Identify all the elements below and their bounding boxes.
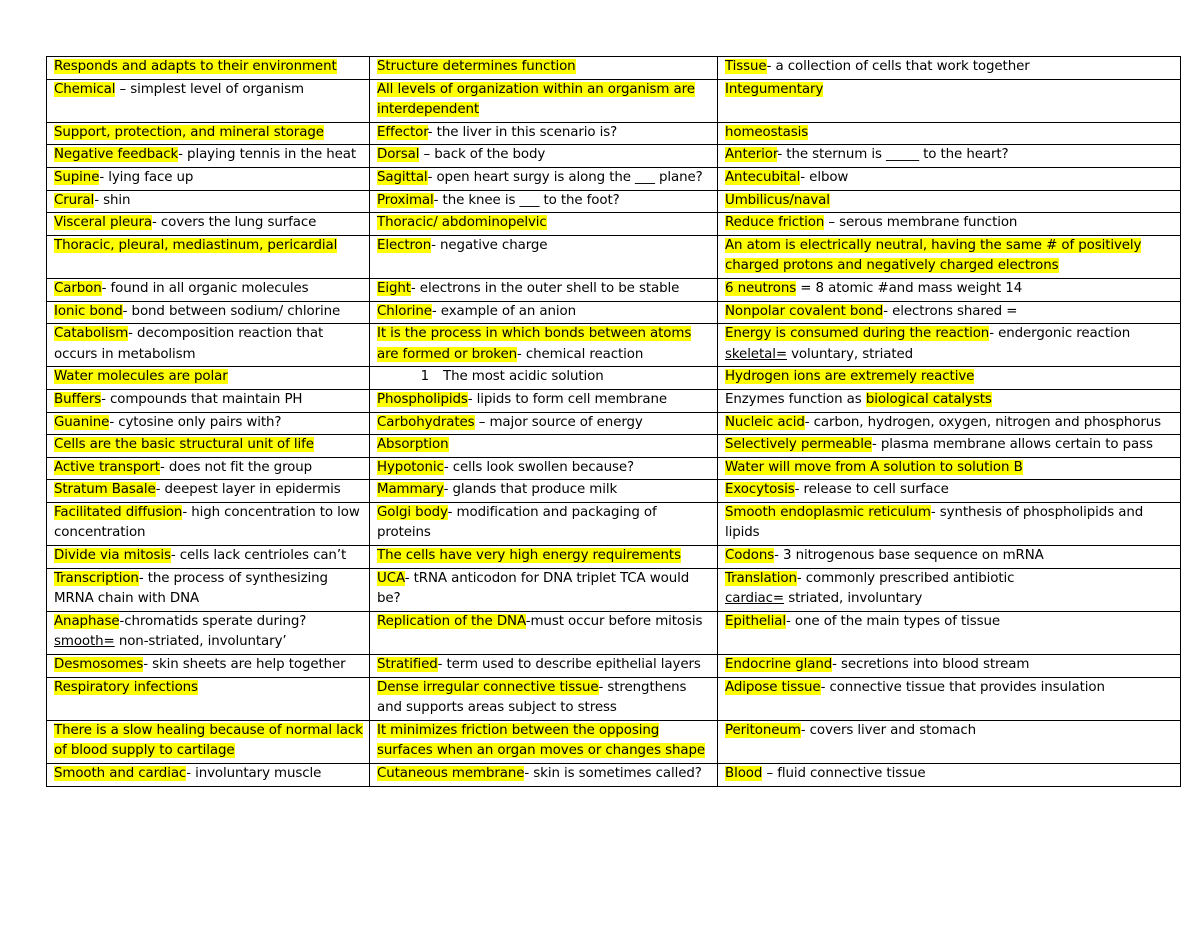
table-cell <box>370 764 718 787</box>
table-row <box>47 457 1181 480</box>
table-cell <box>47 167 370 190</box>
cell-text: – back of the body <box>419 147 546 163</box>
highlighted-term: Visceral pleura <box>54 215 153 231</box>
table-row <box>47 720 1181 763</box>
table-row <box>47 611 1181 654</box>
table-cell <box>370 145 718 168</box>
study-guide-table <box>46 56 1181 787</box>
cell-text: - endergonic reaction <box>989 326 1131 342</box>
table-cell <box>718 502 1181 545</box>
highlighted-term: Active transport <box>54 459 160 475</box>
table-cell <box>370 235 718 278</box>
table-cell <box>47 568 370 611</box>
table-cell <box>718 720 1181 763</box>
table-row <box>47 655 1181 678</box>
cell-text: - compounds that maintain PH <box>101 391 303 407</box>
cell-text: - does not fit the group <box>159 459 313 475</box>
highlighted-term: Crural <box>54 192 95 208</box>
highlighted-term: There is a slow healing because of normal lack of blood supply to cartilage <box>54 722 363 759</box>
cell-text: Enzymes function as <box>725 391 866 407</box>
table-row <box>47 435 1181 458</box>
cell-text: -chromatids sperate during? <box>119 613 307 629</box>
cell-text: – serous membrane function <box>824 215 1018 231</box>
highlighted-term: Endocrine gland <box>725 657 833 673</box>
table-cell <box>370 389 718 412</box>
highlighted-term: Adipose tissue <box>725 679 821 695</box>
highlighted-term: Nonpolar covalent bond <box>725 303 884 319</box>
highlighted-term: Divide via mitosis <box>54 548 171 564</box>
table-cell <box>718 213 1181 236</box>
highlighted-term: Smooth endoplasmic reticulum <box>725 504 931 520</box>
cell-text: - high concentration to low concentration <box>54 504 360 541</box>
study-guide-body <box>47 57 1181 787</box>
highlighted-term: Hydrogen ions are extremely reactive <box>725 369 975 385</box>
highlighted-term: Eight <box>377 280 411 296</box>
highlighted-term: Cells are the basic structural unit of life <box>54 437 314 453</box>
highlighted-term: Thoracic/ abdominopelvic <box>377 215 547 231</box>
cell-text: - skin is sometimes called? <box>524 766 702 781</box>
highlighted-term: Codons <box>725 548 775 564</box>
table-cell <box>47 324 370 367</box>
cell-text: - synthesis of phospholipids and lipids <box>725 504 1144 541</box>
highlighted-term: Stratified <box>377 657 438 673</box>
highlighted-term: Selectively permeable <box>725 437 872 453</box>
cell-text: - one of the main types of tissue <box>786 613 1001 629</box>
table-cell <box>47 611 370 654</box>
table-cell <box>718 235 1181 278</box>
table-cell <box>370 122 718 145</box>
table-cell <box>370 502 718 545</box>
highlighted-term: Epithelial <box>725 613 787 629</box>
highlighted-term: Umbilicus/naval <box>725 192 830 208</box>
table-cell <box>370 324 718 367</box>
cell-text: – fluid connective tissue <box>762 766 926 781</box>
cell-text: - playing tennis in the heat <box>178 147 357 163</box>
table-cell <box>718 677 1181 720</box>
table-cell <box>47 79 370 122</box>
cell-text: - skin sheets are help together <box>143 657 346 673</box>
cell-text: - cells look swollen because? <box>443 459 635 475</box>
highlighted-term: Ionic bond <box>54 303 123 319</box>
highlighted-term: Stratum Basale <box>54 482 156 498</box>
cell-text: = 8 atomic #and mass weight 14 <box>796 280 1023 296</box>
table-cell <box>47 190 370 213</box>
cell-text: - tRNA anticodon for DNA triplet TCA would be? <box>377 570 690 607</box>
table-cell <box>718 389 1181 412</box>
highlighted-term: Antecubital <box>725 169 801 185</box>
highlighted-term: Negative feedback <box>54 147 179 163</box>
table-cell <box>47 677 370 720</box>
underlined-text: cardiac= <box>725 591 785 607</box>
table-row <box>47 324 1181 367</box>
table-cell <box>718 278 1181 301</box>
highlighted-term: Golgi body <box>377 504 448 520</box>
cell-text: - carbon, hydrogen, oxygen, nitrogen and phosphorus <box>804 414 1162 430</box>
table-cell <box>370 435 718 458</box>
table-cell <box>718 79 1181 122</box>
table-cell <box>370 301 718 324</box>
table-cell <box>370 568 718 611</box>
table-row <box>47 278 1181 301</box>
highlighted-term: Blood <box>725 766 763 781</box>
cell-text: non-striated, involuntary’ <box>114 634 287 650</box>
highlighted-term: Reduce friction <box>725 215 825 231</box>
table-cell <box>47 502 370 545</box>
table-cell <box>370 367 718 390</box>
table-cell <box>370 480 718 503</box>
highlighted-term: An atom is electrically neutral, having the same # of positively charged protons and negatively charged electrons <box>725 237 1142 274</box>
highlighted-term: Chlorine <box>377 303 432 319</box>
table-cell <box>718 655 1181 678</box>
table-cell <box>370 677 718 720</box>
table-row <box>47 568 1181 611</box>
highlighted-term: The cells have very high energy requirements <box>377 548 681 564</box>
cell-text: - cytosine only pairs with? <box>109 414 282 430</box>
cell-text: - example of an anion <box>431 303 576 319</box>
cell-text: - shin <box>94 192 131 208</box>
table-row <box>47 677 1181 720</box>
highlighted-term: Support, protection, and mineral storage <box>54 124 324 140</box>
cell-text: - term used to describe epithelial layers <box>437 657 701 673</box>
highlighted-term: Hypotonic <box>377 459 444 475</box>
table-cell <box>370 457 718 480</box>
highlighted-term: biological catalysts <box>865 391 992 407</box>
cell-text: - the sternum is _____ to the heart? <box>777 147 1009 163</box>
table-cell <box>47 57 370 80</box>
table-cell <box>370 79 718 122</box>
cell-text: - the process of synthesizing MRNA chain with DNA <box>54 570 328 607</box>
cell-text: – major source of energy <box>474 414 643 430</box>
cell-text: - covers the lung surface <box>152 215 317 231</box>
highlighted-term: Anterior <box>725 147 778 163</box>
highlighted-term: Cutaneous membrane <box>377 766 525 781</box>
highlighted-term: Proximal <box>377 192 434 208</box>
cell-text: -must occur before mitosis <box>525 613 703 629</box>
highlighted-term: Chemical <box>54 81 116 97</box>
cell-text: - lying face up <box>99 169 194 185</box>
cell-text: - strengthens and supports areas subject to stress <box>377 679 687 716</box>
table-cell <box>718 764 1181 787</box>
highlighted-term: Integumentary <box>725 81 824 97</box>
table-cell <box>718 611 1181 654</box>
table-cell <box>370 167 718 190</box>
table-cell <box>718 57 1181 80</box>
highlighted-term: Phospholipids <box>377 391 468 407</box>
cell-text: - bond between sodium/ chlorine <box>122 303 341 319</box>
table-row <box>47 79 1181 122</box>
cell-text: - found in all organic molecules <box>101 280 309 296</box>
cell-text: - open heart surgy is along the ___ plane? <box>427 169 703 185</box>
highlighted-term: Responds and adapts to their environment <box>54 59 337 74</box>
table-cell <box>718 324 1181 367</box>
table-cell <box>718 145 1181 168</box>
cell-text: - involuntary muscle <box>186 766 322 781</box>
cell-text: - negative charge <box>431 237 548 253</box>
table-cell <box>718 457 1181 480</box>
highlighted-term: Peritoneum <box>725 722 801 738</box>
table-row <box>47 190 1181 213</box>
highlighted-term: Smooth and cardiac <box>54 766 187 781</box>
table-cell <box>718 122 1181 145</box>
table-cell <box>718 435 1181 458</box>
table-row <box>47 480 1181 503</box>
list-number: 1 <box>420 369 429 385</box>
highlighted-term: It minimizes friction between the opposing surfaces when an organ moves or changes shape <box>377 722 706 759</box>
table-row <box>47 213 1181 236</box>
highlighted-term: Dorsal <box>377 147 420 163</box>
table-cell <box>370 190 718 213</box>
table-row <box>47 412 1181 435</box>
cell-text: - modification and packaging of proteins <box>377 504 657 541</box>
highlighted-term: Nucleic acid <box>725 414 805 430</box>
table-cell <box>47 546 370 569</box>
highlighted-term: Exocytosis <box>725 482 795 498</box>
table-cell <box>47 367 370 390</box>
cell-text: - connective tissue that provides insulation <box>820 679 1105 695</box>
table-cell <box>718 412 1181 435</box>
highlighted-term: All levels of organization within an organism are interdependent <box>377 81 695 118</box>
highlighted-term: Absorption <box>377 437 449 453</box>
highlighted-term: Transcription <box>54 570 139 586</box>
table-row <box>47 235 1181 278</box>
underlined-text: smooth= <box>54 634 115 650</box>
highlighted-term: Structure determines function <box>377 59 576 74</box>
highlighted-term: Effector <box>377 124 428 140</box>
table-cell <box>718 367 1181 390</box>
table-cell <box>47 457 370 480</box>
table-row <box>47 145 1181 168</box>
table-cell <box>370 278 718 301</box>
cell-text: - commonly prescribed antibiotic <box>796 570 1015 586</box>
table-cell <box>47 480 370 503</box>
table-row <box>47 389 1181 412</box>
table-row <box>47 122 1181 145</box>
cell-text: - the liver in this scenario is? <box>427 124 618 140</box>
cell-text: - the knee is ___ to the foot? <box>433 192 620 208</box>
highlighted-term: Mammary <box>377 482 444 498</box>
cell-text: - electrons in the outer shell to be stable <box>410 280 680 296</box>
table-row <box>47 367 1181 390</box>
cell-text: – simplest level of organism <box>115 81 304 97</box>
table-cell <box>47 764 370 787</box>
table-cell <box>370 611 718 654</box>
table-cell <box>370 655 718 678</box>
cell-text: - glands that produce milk <box>443 482 618 498</box>
cell-text: - a collection of cells that work together <box>766 59 1030 74</box>
highlighted-term: Dense irregular connective tissue <box>377 679 599 695</box>
highlighted-term: 6 neutrons <box>725 280 797 296</box>
highlighted-term: Carbon <box>54 280 102 296</box>
table-cell <box>370 720 718 763</box>
table-cell <box>718 190 1181 213</box>
cell-text: - chemical reaction <box>517 346 644 362</box>
highlighted-term: Sagittal <box>377 169 428 185</box>
table-cell <box>47 145 370 168</box>
table-cell <box>370 412 718 435</box>
cell-text: - electrons shared = <box>883 303 1018 319</box>
underlined-text: skeletal= <box>725 346 787 362</box>
table-cell <box>718 480 1181 503</box>
table-row <box>47 301 1181 324</box>
highlighted-term: Guanine <box>54 414 110 430</box>
highlighted-term: Thoracic, pleural, mediastinum, pericardial <box>54 237 338 253</box>
highlighted-term: Tissue <box>725 59 767 74</box>
highlighted-term: Catabolism <box>54 326 129 342</box>
cell-text: - cells lack centrioles can’t <box>170 548 347 564</box>
highlighted-term: Respiratory infections <box>54 679 198 695</box>
highlighted-term: UCA <box>377 570 405 586</box>
table-cell <box>370 57 718 80</box>
cell-text: - 3 nitrogenous base sequence on mRNA <box>774 548 1044 564</box>
highlighted-term: Electron <box>377 237 432 253</box>
cell-text: - deepest layer in epidermis <box>155 482 341 498</box>
table-cell <box>47 389 370 412</box>
highlighted-term: Facilitated diffusion <box>54 504 183 520</box>
table-cell <box>718 568 1181 611</box>
cell-text: - decomposition reaction that occurs in metabolism <box>54 326 324 362</box>
highlighted-term: Water will move from A solution to solution B <box>725 459 1023 475</box>
table-row <box>47 167 1181 190</box>
cell-text: - secretions into blood stream <box>832 657 1030 673</box>
table-cell <box>47 655 370 678</box>
table-row <box>47 502 1181 545</box>
table-cell <box>370 546 718 569</box>
cell-text: striated, involuntary <box>784 591 923 607</box>
highlighted-term: Anaphase <box>54 613 120 629</box>
table-cell <box>47 720 370 763</box>
table-row <box>47 764 1181 787</box>
highlighted-term: Water molecules are polar <box>54 369 228 385</box>
table-cell <box>718 546 1181 569</box>
cell-text: voluntary, striated <box>786 346 914 362</box>
table-row <box>47 546 1181 569</box>
table-cell <box>47 278 370 301</box>
highlighted-term: Buffers <box>54 391 102 407</box>
table-cell <box>47 435 370 458</box>
cell-text: - release to cell surface <box>794 482 949 498</box>
table-cell <box>47 301 370 324</box>
highlighted-term: Energy is consumed during the reaction <box>725 326 990 342</box>
cell-text: The most acidic solution <box>443 369 604 385</box>
table-cell <box>47 122 370 145</box>
table-row <box>47 57 1181 80</box>
highlighted-term: Carbohydrates <box>377 414 475 430</box>
table-cell <box>718 301 1181 324</box>
table-cell <box>370 213 718 236</box>
table-cell <box>47 412 370 435</box>
highlighted-term: Supine <box>54 169 100 185</box>
table-cell <box>47 213 370 236</box>
highlighted-term: Replication of the DNA <box>377 613 526 629</box>
highlighted-term: homeostasis <box>725 124 809 140</box>
cell-text: - plasma membrane allows certain to pass <box>871 437 1153 453</box>
highlighted-term: Translation <box>725 570 797 586</box>
highlighted-term: It is the process in which bonds between atoms are formed or broken <box>377 326 692 362</box>
table-cell <box>718 167 1181 190</box>
table-cell <box>47 235 370 278</box>
cell-text: - covers liver and stomach <box>800 722 977 738</box>
highlighted-term: Desmosomes <box>54 657 144 673</box>
cell-text: - elbow <box>800 169 849 185</box>
cell-text: - lipids to form cell membrane <box>467 391 667 407</box>
